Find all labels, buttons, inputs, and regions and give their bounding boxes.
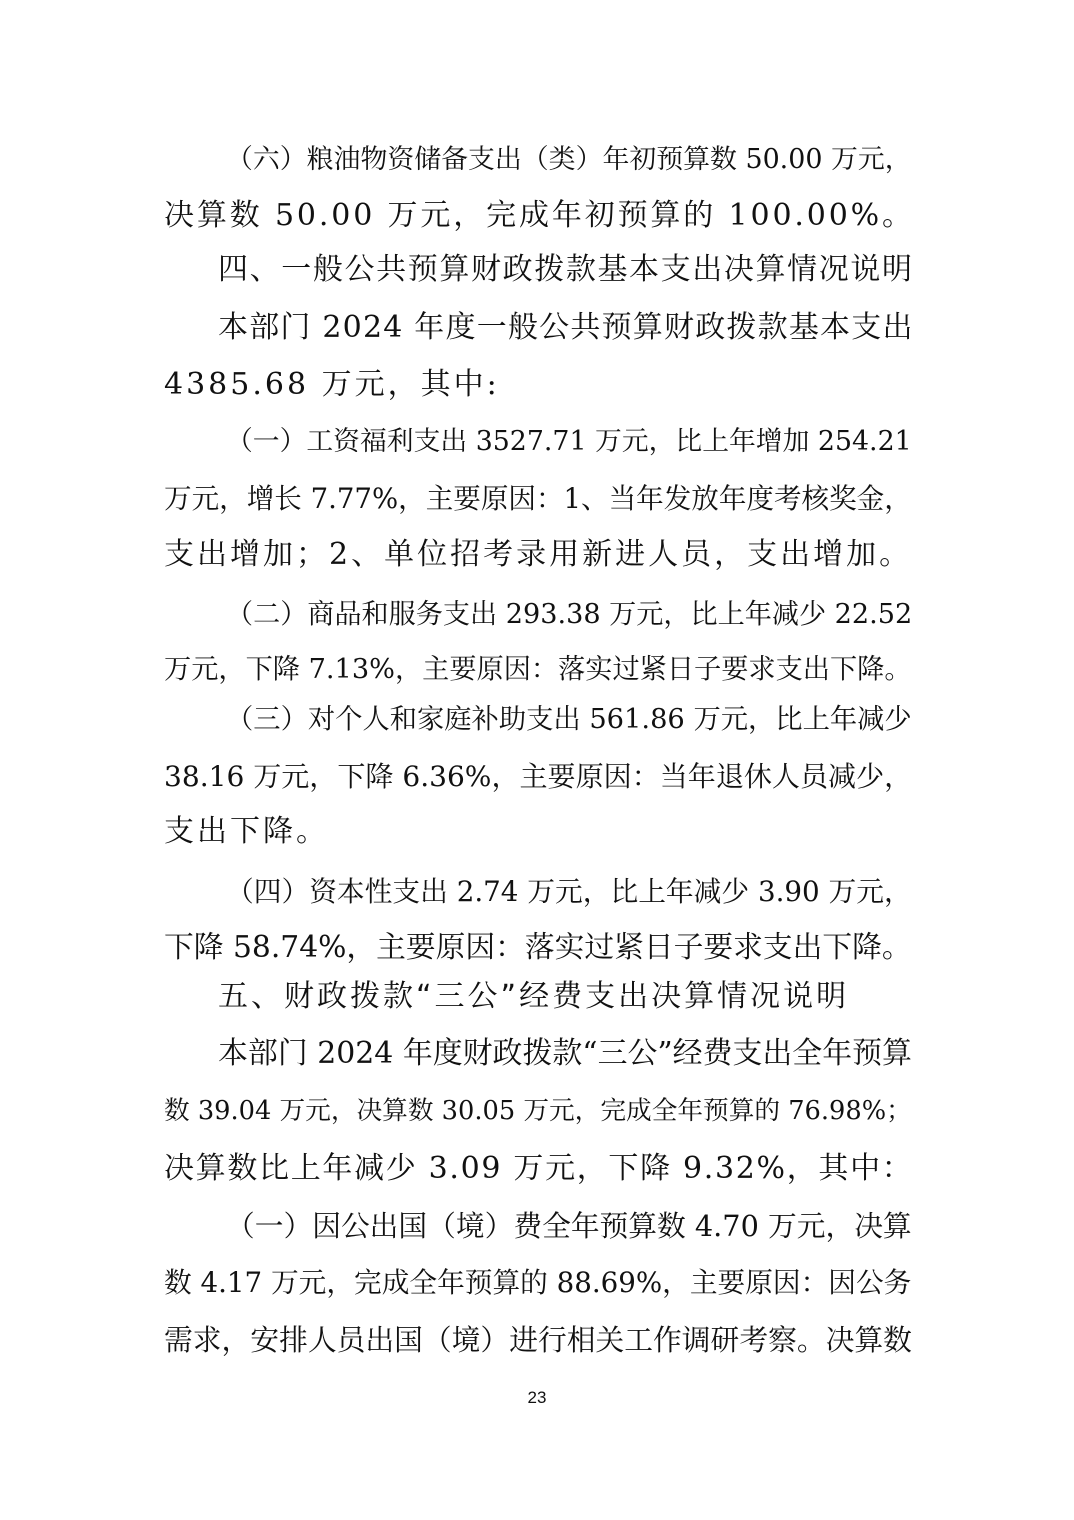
paragraph-line: 数 4.17 万元，完成全年预算的 88.69%，主要原因：因公务 (164, 1266, 912, 1299)
paragraph-line: 支出增加；2、单位招考录用新进人员，支出增加。 (164, 537, 913, 572)
paragraph-line: 决算数 50.00 万元，完成年初预算的 100.00%。 (164, 198, 915, 233)
paragraph-line: 万元，下降 7.13%，主要原因：落实过紧日子要求支出下降。 (164, 654, 912, 685)
paragraph-line: 决算数比上年减少 3.09 万元，下降 9.32%，其中： (164, 1151, 914, 1186)
paragraph-line: （二）商品和服务支出 293.38 万元，比上年减少 22.52 (226, 599, 913, 630)
page-number: 23 (527, 1388, 547, 1407)
paragraph-line: （一）因公出国（境）费全年预算数 4.70 万元，决算 (226, 1209, 912, 1243)
paragraph-line: 38.16 万元，下降 6.36%，主要原因：当年退休人员减少， (164, 760, 913, 793)
paragraph-line: 需求，安排人员出国（境）进行相关工作调研考察。决算数 (164, 1323, 912, 1357)
paragraph-line: 数 39.04 万元，决算数 30.05 万元，完成全年预算的 76.98%； (164, 1096, 912, 1126)
paragraph-line: 本部门 2024 年度一般公共预算财政拨款基本支出 (218, 310, 914, 345)
paragraph-line: （三）对个人和家庭补助支出 561.86 万元，比上年减少 (226, 704, 912, 735)
paragraph-line: （六）粮油物资储备支出（类）年初预算数 50.00 万元， (226, 144, 912, 175)
section-heading: 五、财政拨款“三公”经费支出决算情况说明 (218, 979, 850, 1014)
paragraph-line: 本部门 2024 年度财政拨款“三公”经费支出全年预算 (218, 1036, 912, 1071)
paragraph-line: 4385.68 万元，其中: (164, 367, 500, 402)
paragraph-line: 支出下降。 (164, 814, 329, 849)
paragraph-line: （一）工资福利支出 3527.71 万元，比上年增加 254.21 (226, 426, 912, 457)
section-heading: 四、一般公共预算财政拨款基本支出决算情况说明 (218, 252, 914, 287)
paragraph-line: （四）资本性支出 2.74 万元，比上年减少 3.90 万元， (226, 875, 912, 908)
paragraph-line: 下降 58.74%，主要原因：落实过紧日子要求支出下降。 (164, 930, 912, 965)
paragraph-line: 万元，增长 7.77%，主要原因：1、当年发放年度考核奖金， (164, 482, 912, 515)
